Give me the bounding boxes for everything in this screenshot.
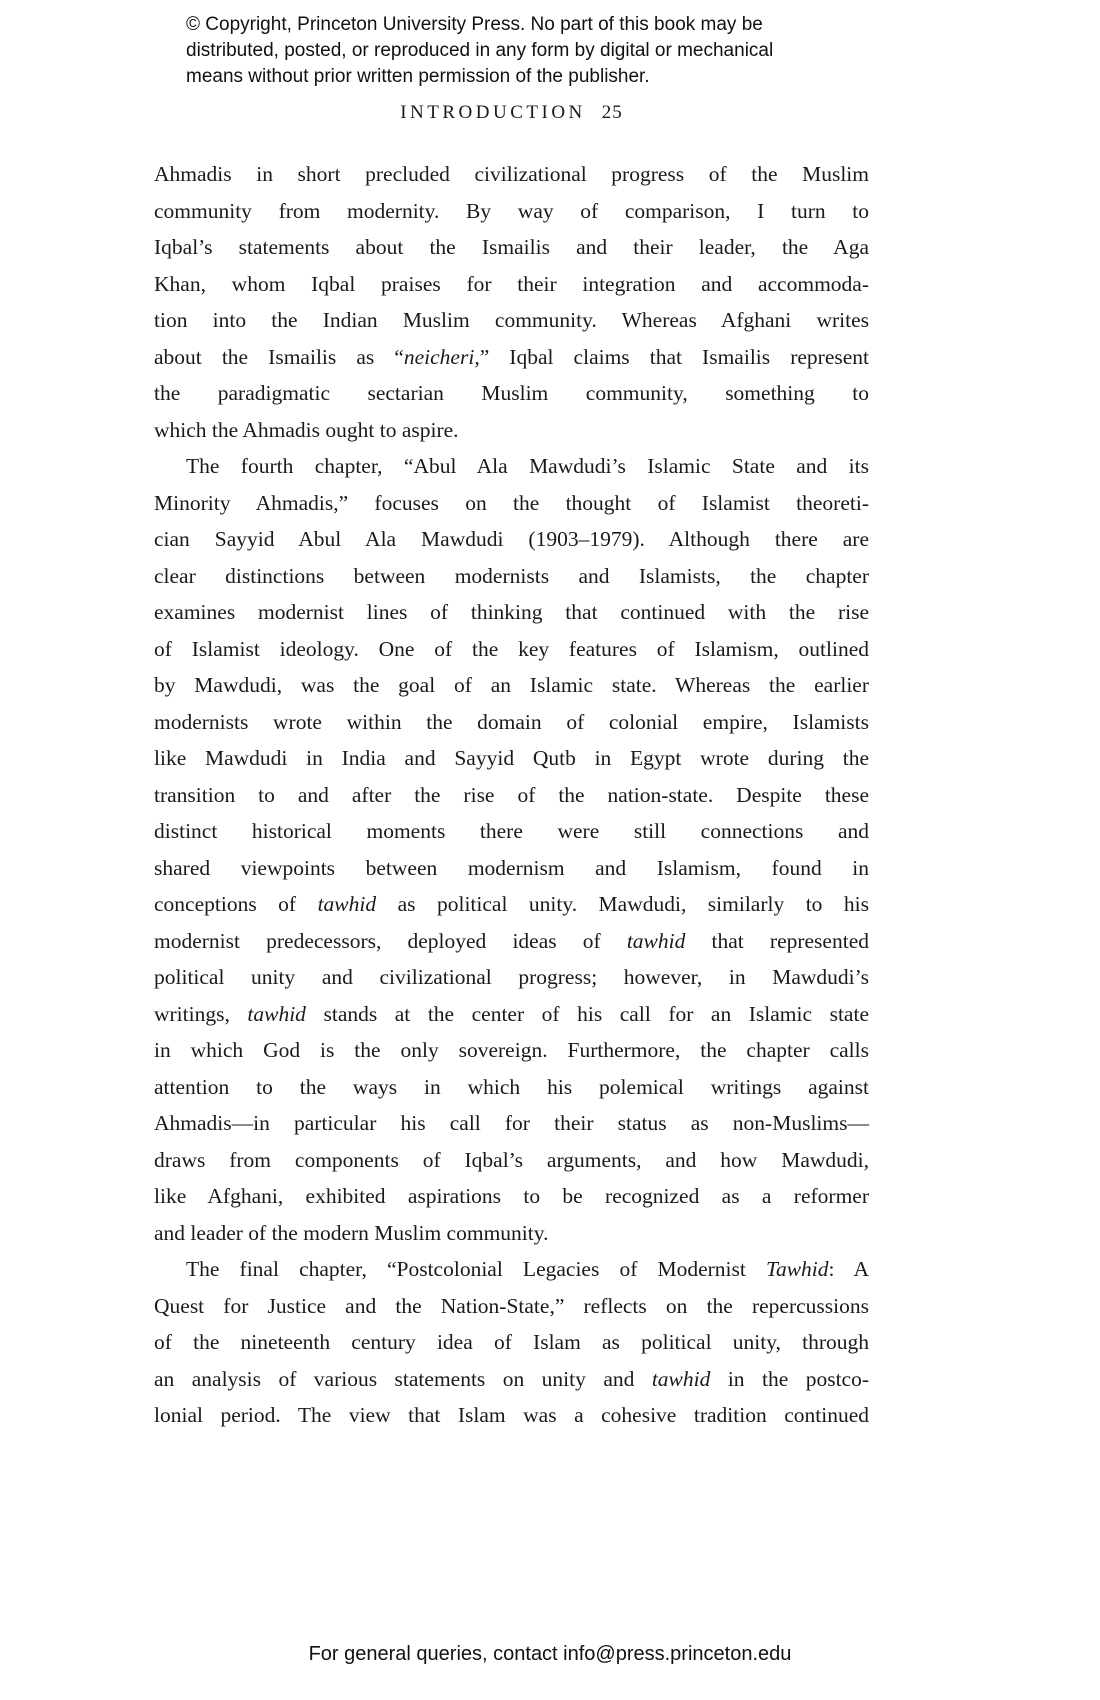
body-line: shared viewpoints between modernism and Islamism, found in (154, 855, 869, 880)
body-line: Ahmadis in short precluded civilizational progress of the Muslim (154, 162, 869, 186)
body-line: and leader of the modern Muslim community. (154, 1220, 549, 1245)
copyright-line: © Copyright, Princeton University Press. No part of this book may be (186, 14, 763, 35)
footer-text: For general queries, contact info@press.princeton.edu (308, 1643, 792, 1665)
chapter-title: INTRODUCTION (400, 102, 586, 123)
body-line: distinct historical moments there were still connections and (154, 819, 869, 843)
body-line: which the Ahmadis ought to aspire. (154, 417, 459, 442)
body-line: cian Sayyid Abul Ala Mawdudi (1903–1979). Although there are (154, 527, 869, 551)
body-line: of the nineteenth century idea of Islam as political unity, through (154, 1330, 869, 1354)
body-line: the paradigmatic sectarian Muslim community, something to (154, 381, 869, 405)
body-line: political unity and civilizational progress; however, in Mawdudi’s (154, 965, 869, 989)
body-line: Ahmadis—in particular his call for their status as non-Muslims— (154, 1111, 869, 1135)
page-number: 25 (601, 102, 623, 123)
body-line: by Mawdudi, was the goal of an Islamic state. Whereas the earlier (154, 673, 869, 697)
body-line: tion into the Indian Muslim community. Whereas Afghani writes (154, 308, 869, 332)
body-line: The final chapter, “Postcolonial Legacies of Modernist Tawhid: A (186, 1257, 869, 1281)
body-line: draws from components of Iqbal’s arguments, and how Mawdudi, (154, 1147, 869, 1172)
body-line: attention to the ways in which his polemical writings against (154, 1074, 869, 1099)
body-line: modernists wrote within the domain of colonial empire, Islamists (154, 709, 869, 734)
body-line: community from modernity. By way of comparison, I turn to (154, 198, 869, 223)
body-line: like Afghani, exhibited aspirations to be recognized as a reformer (154, 1184, 869, 1208)
body-line: writings, tawhid stands at the center of his call for an Islamic state (154, 1001, 869, 1026)
body-line: modernist predecessors, deployed ideas of tawhid that represented (154, 928, 869, 953)
body-line: lonial period. The view that Islam was a cohesive tradition continued (154, 1403, 869, 1427)
copyright-notice (186, 12, 876, 90)
body-line: Khan, whom Iqbal praises for their integration and accommoda- (154, 271, 869, 296)
copyright-line: means without prior written permission of the publisher. (186, 66, 650, 87)
body-line: The fourth chapter, “Abul Ala Mawdudi’s Islamic State and its (186, 454, 869, 478)
body-line: in which God is the only sovereign. Furthermore, the chapter calls (154, 1038, 869, 1062)
body-line: like Mawdudi in India and Sayyid Qutb in Egypt wrote during the (154, 746, 869, 770)
body-line: transition to and after the rise of the nation-state. Despite these (154, 782, 869, 807)
body-line: conceptions of tawhid as political unity. Mawdudi, similarly to his (154, 892, 869, 916)
body-line: examines modernist lines of thinking that continued with the rise (154, 600, 869, 624)
body-line: clear distinctions between modernists and Islamists, the chapter (154, 563, 869, 588)
copyright-line: distributed, posted, or reproduced in any form by digital or mechanical (186, 40, 774, 61)
body-line: an analysis of various statements on unity and tawhid in the postco- (154, 1366, 869, 1391)
body-text (154, 156, 869, 1434)
body-line: Minority Ahmadis,” focuses on the thought of Islamist theoreti- (154, 490, 869, 515)
body-line: about the Ismailis as “neicheri,” Iqbal claims that Ismailis represent (154, 344, 869, 369)
body-line: of Islamist ideology. One of the key features of Islamism, outlined (154, 636, 869, 661)
body-line: Iqbal’s statements about the Ismailis and their leader, the Aga (154, 235, 869, 259)
running-header (154, 102, 869, 124)
body-line: Quest for Justice and the Nation-State,” reflects on the repercussions (154, 1293, 869, 1318)
